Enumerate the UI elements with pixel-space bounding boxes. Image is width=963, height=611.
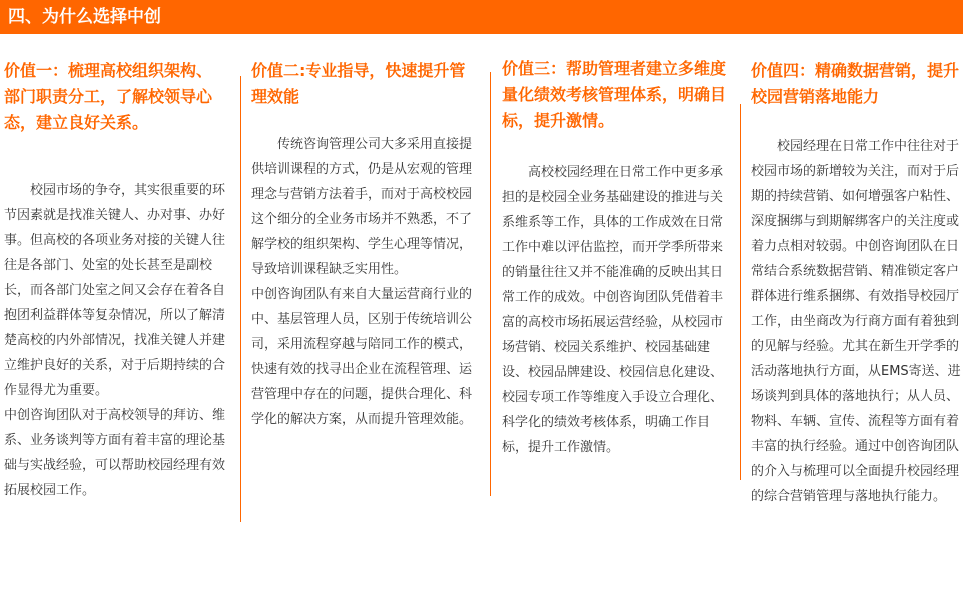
value-paragraph: 校园经理在日常工作中往往对于校园市场的新增较为关注，而对于后期的持续营销、如何增强客户粘性、深度捆绑与到期解绑客户的关注度或着力点相对较弱。中创咨询团队在日常结合系统数据营销、精准锁定客户群体进行维系捆绑、有效指导校园厅工作，由坐商改为行商方面有着独到的见解与经验。尤其在新生开学季的活动落地执行方面，从EMS寄送、进场谈判到具体的落地执行；从人员、物料、车辆、宣传、流程等方面有着丰富的执行经验。通过中创咨询团队的介入与梳理可以全面提升校园经理的综合营销管理与落地执行能力。 <box>751 139 961 504</box>
value-paragraph: 中创咨询团队有来自大量运营商行业的中、基层管理人员，区别于传统培训公司，采用流程穿越与陪同工作的模式，快速有效的找寻出企业在流程管理、运营管理中存在的问题，提供合理化、科学化的解决方案，从而提升管理效能。 <box>251 287 473 427</box>
column-divider <box>490 72 491 496</box>
value-column-3 <box>502 56 729 460</box>
value-title-3: 价值三：帮助管理者建立多维度量化绩效考核管理体系，明确目标，提升激情。 <box>502 59 727 130</box>
column-divider <box>740 104 741 480</box>
value-paragraph: 传统咨询管理公司大多采用直接提供培训课程的方式，仍是从宏观的管理理念与营销方法着手，而对于高校校园这个细分的全业务市场并不熟悉，不了解学校的组织架构、学生心理等情况，导致培训课程缺乏实用性。 <box>251 137 473 277</box>
section-header <box>0 0 963 34</box>
value-title-1: 价值一：梳理高校组织架构、部门职责分工，了解校领导心态，建立良好关系。 <box>4 61 213 132</box>
section-title: 四、为什么选择中创 <box>8 7 161 27</box>
value-body-1 <box>4 178 226 503</box>
value-body-2 <box>251 132 481 432</box>
value-title-2: 价值二:专业指导，快速提升管理效能 <box>251 61 466 106</box>
value-paragraph: 校园市场的争夺，其实很重要的环节因素就是找准关键人、办对事、办好事。但高校的各项业务对接的关键人往往是各部门、处室的处长甚至是副校长，而各部门处室之间又会存在着各自抱团利益群体等复杂情况，所以了解清楚高校的内外部情况，找准关键人并建立维护良好的关系，对于后期持续的合作显得尤为重要。 <box>4 183 226 398</box>
value-body-3 <box>502 160 729 460</box>
value-column-2 <box>251 58 481 432</box>
value-column-1 <box>4 58 226 503</box>
value-body-4 <box>751 134 963 509</box>
value-paragraph: 中创咨询团队对于高校领导的拜访、维系、业务谈判等方面有着丰富的理论基础与实战经验，可以帮助校园经理有效拓展校园工作。 <box>4 408 226 498</box>
value-paragraph: 高校校园经理在日常工作中更多承担的是校园全业务基础建设的推进与关系维系等工作，具体的工作成效在日常工作中难以评估监控，而开学季所带来的销量往往又并不能准确的反映出其日常工作的成效。中创咨询团队凭借着丰富的高校市场拓展运营经验，从校园市场营销、校园关系维护、校园基础建设、校园品牌建设、校园信息化建设、校园专项工作等维度入手设立合理化、科学化的绩效考核体系，明确工作目标，提升工作激情。 <box>502 165 724 455</box>
column-divider <box>240 76 241 522</box>
value-title-4: 价值四：精确数据营销，提升校园营销落地能力 <box>751 61 960 106</box>
value-column-4 <box>751 58 963 509</box>
